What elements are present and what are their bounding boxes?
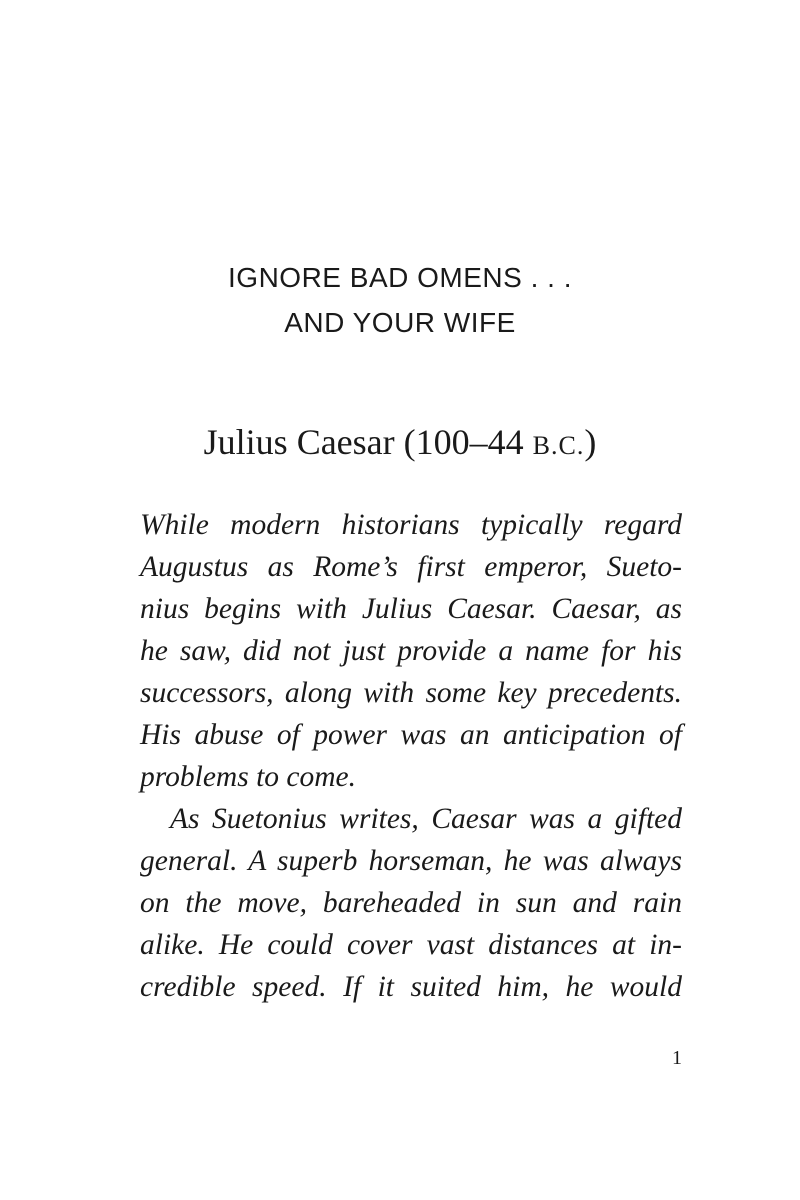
- subject-dates-close: ): [584, 422, 597, 462]
- subject-title: [0, 418, 800, 470]
- text-line: credible speed. If it suited him, he would: [140, 971, 682, 1003]
- text-line: on the move, bareheaded in sun and rain: [140, 887, 682, 919]
- subject-name: Julius Caesar: [203, 422, 395, 462]
- text-line: nius begins with Julius Caesar. Caesar, as: [140, 593, 682, 625]
- paragraph-body: [140, 798, 682, 1008]
- body-text: [140, 504, 682, 1008]
- chapter-title-line-2: AND YOUR WIFE: [284, 307, 516, 338]
- text-line: Augustus as Rome’s first emperor, Sueto-: [140, 551, 682, 583]
- chapter-title: [0, 255, 800, 345]
- text-line: As Suetonius writes, Caesar was a gifted: [170, 803, 682, 835]
- text-line: His abuse of power was an anticipation of: [140, 719, 682, 751]
- paragraph-intro: [140, 504, 682, 798]
- subject-era: B.C.: [532, 431, 585, 460]
- text-line: While modern historians typically regard: [140, 509, 682, 541]
- subject-dates-open: (100–44: [403, 422, 533, 462]
- text-line: problems to come.: [140, 761, 357, 793]
- text-line: he saw, did not just provide a name for his: [140, 635, 682, 667]
- text-line: alike. He could cover vast distances at in-: [140, 929, 682, 961]
- page-number: 1: [672, 1047, 682, 1069]
- text-line: successors, along with some key precedents.: [140, 677, 682, 709]
- subject-dates: [404, 422, 597, 462]
- chapter-title-line-1: IGNORE BAD OMENS . . .: [228, 262, 572, 293]
- text-line: general. A superb horseman, he was always: [140, 845, 682, 877]
